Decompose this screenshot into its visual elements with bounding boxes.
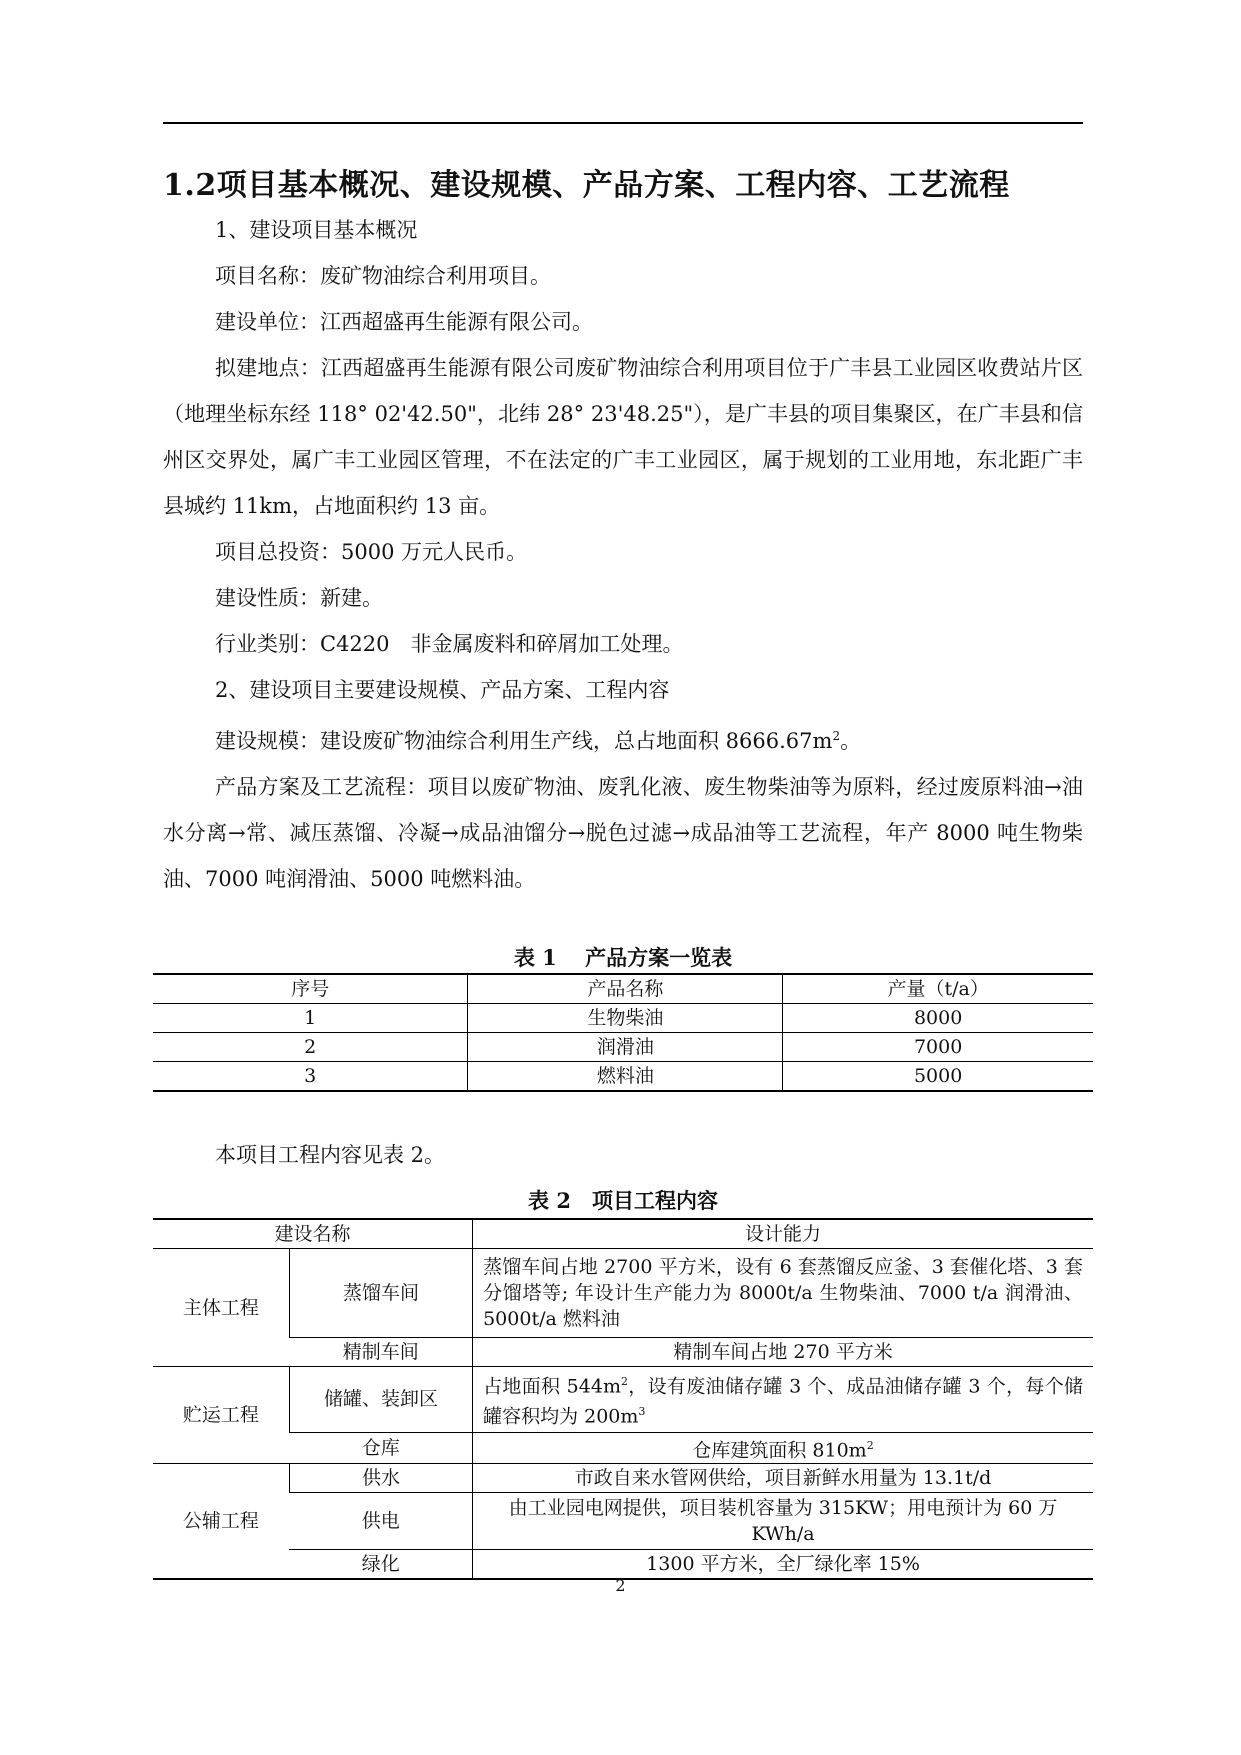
product-plan-paragraph: 产品方案及工艺流程：项目以废矿物油、废乳化液、废生物柴油等为原料，经过废原料油→油水分离→常、减压蒸馏、冷凝→成品油馏分→脱色过滤→成品油等工艺流程，年产 8000 吨生物柴油、7000 吨润滑油、5000 吨燃料油。 <box>163 775 1083 891</box>
header-rule <box>163 122 1083 124</box>
col-header-seq: 序号 <box>153 974 468 1004</box>
section-heading: 1.2项目基本概况、建设规模、产品方案、工程内容、工艺流程 <box>163 168 1010 203</box>
subsection-title-2: 2、建设项目主要建设规模、产品方案、工程内容 <box>215 678 670 702</box>
subsection-title-1: 1、建设项目基本概况 <box>215 218 418 242</box>
construction-scale: 建设规模：建设废矿物油综合利用生产线，总占地面积 $8666.67m^2$。 <box>215 729 862 753</box>
table-row: 仓库 仓库建筑面积 $810m^2$ <box>153 1432 1093 1463</box>
col-header-capacity: 设计能力 <box>473 1219 1093 1249</box>
table-row: 精制车间 精制车间占地 270 平方米 <box>153 1338 1093 1367</box>
project-name: 项目名称：废矿物油综合利用项目。 <box>215 264 551 288</box>
table-row: 公辅工程 供水 市政自来水管网供给，项目新鲜水用量为 13.1t/d <box>153 1463 1093 1492</box>
col-header-output: 产量（t/a） <box>783 974 1093 1004</box>
table-row: 主体工程 蒸馏车间 蒸馏车间占地 2700 平方米，设有 6 套蒸馏反应釜、3 套催化塔、3 套分馏塔等; 年设计生产能力为 8000t/a 生物柴油、7000 t/a 润滑油、5000t/a 燃料油 <box>153 1249 1093 1338</box>
construction-unit: 建设单位：江西超盛再生能源有限公司。 <box>215 310 593 334</box>
table-row: 2 润滑油 7000 <box>153 1033 1093 1062</box>
construction-nature: 建设性质：新建。 <box>215 586 383 610</box>
table-reference: 本项目工程内容见表 2。 <box>215 1143 446 1167</box>
page-number: 2 <box>615 1576 626 1595</box>
table-row: 1 生物柴油 8000 <box>153 1004 1093 1033</box>
table-header-row <box>153 974 1093 1004</box>
col-header-product: 产品名称 <box>468 974 783 1004</box>
total-investment: 项目总投资：5000 万元人民币。 <box>215 540 528 564</box>
body-text <box>163 207 1083 902</box>
engineering-table <box>153 1218 1093 1580</box>
table-header-row <box>153 1219 1093 1249</box>
category-storage: 贮运工程 <box>153 1367 289 1464</box>
product-table <box>153 973 1093 1092</box>
project-location: 拟建地点：江西超盛再生能源有限公司废矿物油综合利用项目位于广丰县工业园区收费站片区（地理坐标东经 118° 02'42.50"，北纬 28° 23'48.25"），是广丰县的项目集聚区，在广丰县和信州区交界处，属广丰工业园区管理，不在法定的广丰工业园区，属于规划的工业用地，东北距广丰县城约 11km，占地面积约 13 亩。 <box>163 356 1083 518</box>
table-row: 贮运工程 储罐、装卸区 占地面积 $544m^2$，设有废油储存罐 3 个、成品油储存罐 3 个，每个储罐容积均为 $200m^3$ <box>153 1367 1093 1433</box>
table-row: 3 燃料油 5000 <box>153 1062 1093 1092</box>
table-row: 绿化 1300 平方米，全厂绿化率 15% <box>153 1549 1093 1579</box>
table-row: 供电 由工业园电网提供，项目装机容量为 315KW；用电预计为 60 万 KWh/a <box>153 1492 1093 1549</box>
col-header-name: 建设名称 <box>153 1219 473 1249</box>
industry-category: 行业类别：C4220 非金属废料和碎屑加工处理。 <box>215 632 684 656</box>
category-main: 主体工程 <box>153 1249 289 1367</box>
table1-caption: 表 1 产品方案一览表 <box>513 945 733 970</box>
category-utility: 公辅工程 <box>153 1463 289 1579</box>
table2-caption: 表 2 项目工程内容 <box>528 1188 718 1213</box>
